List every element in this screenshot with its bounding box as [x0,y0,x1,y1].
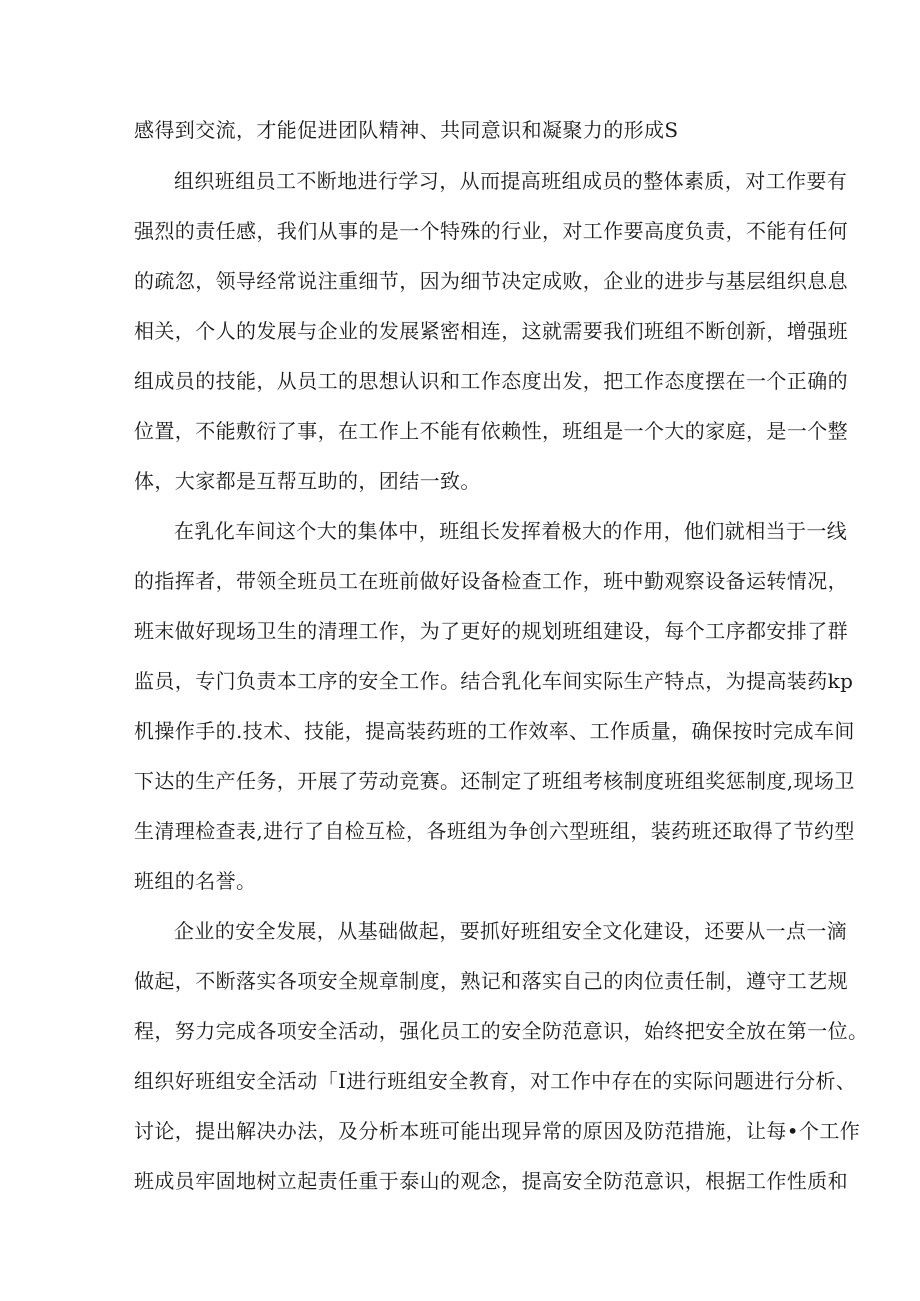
text-line: 班末做好现场卫生的清理工作，为了更好的规划班组建设，每个工序都安排了群 [134,619,848,643]
text-line: 做起，不断落实各项安全规章制度，熟记和落实自己的肉位责任制，遵守工艺规 [134,969,848,993]
text-line: 下达的生产任务，开展了劳动竞赛。还制定了班组考核制度班组奖惩制度,现场卫 [134,769,855,793]
text-line: 强烈的责任感，我们从事的是一个特殊的行业，对工作要高度负责，不能有任何 [134,219,848,243]
text-line: 相关，个人的发展与企业的发展紧密相连，这就需要我们班组不断创新，增强班 [134,319,848,343]
text-line: 组织好班组安全活动「I进行班组安全教育，对工作中存在的实际问题进行分析、 [134,1069,857,1093]
text-line: 班成员牢固地树立起责任重于泰山的观念，提高安全防范意识，根据工作性质和 [134,1169,848,1193]
text-line: 感得到交流，才能促进团队精神、共同意识和凝聚力的形成S [134,118,679,142]
text-line: 讨论，提出解决办法，及分析本班可能出现异常的原因及防范措施，让每•个工作 [134,1119,861,1143]
paragraph-first-line: 组织班组员工不断地进行学习，从而提高班组成员的整体素质，对工作要有 [174,169,848,193]
paragraph-first-line: 在乳化车间这个大的集体中，班组长发挥着极大的作用，他们就相当于一线 [174,519,848,543]
text-line: 监员，专门负责本工序的安全工作。结合乳化车间实际生产特点，为提高装药kp [134,669,854,693]
paragraph-first-line: 企业的安全发展，从基础做起，要抓好班组安全文化建设，还要从一点一滴 [174,919,848,943]
text-line: 组成员的技能，从员工的思想认识和工作态度出发，把工作态度摆在一个正确的 [134,369,848,393]
text-line: 生清理检查表,进行了自检互检，各班组为争创六型班组，装药班还取得了节约型 [134,819,855,843]
text-line: 班组的名誉。 [134,869,257,893]
text-line: 体，大家都是互帮互助的，团结一致。 [134,469,481,493]
text-line: 位置，不能敷衍了事，在工作上不能有依赖性，班组是一个大的家庭，是一个整 [134,419,848,443]
text-line: 的疏忽，领导经常说注重细节，因为细节决定成败，企业的进步与基层组织息息 [134,269,848,293]
text-line: 程，努力完成各项安全活动，强化员工的安全防范意识，始终把安全放在第一位。 [134,1019,869,1043]
text-line: 的指挥者，带领全班员工在班前做好设备检查工作，班中勤观察设备运转情况， [134,569,848,593]
text-line: 机操作手的.技术、技能，提高装药班的工作效率、工作质量，确保按时完成车间 [134,719,855,743]
